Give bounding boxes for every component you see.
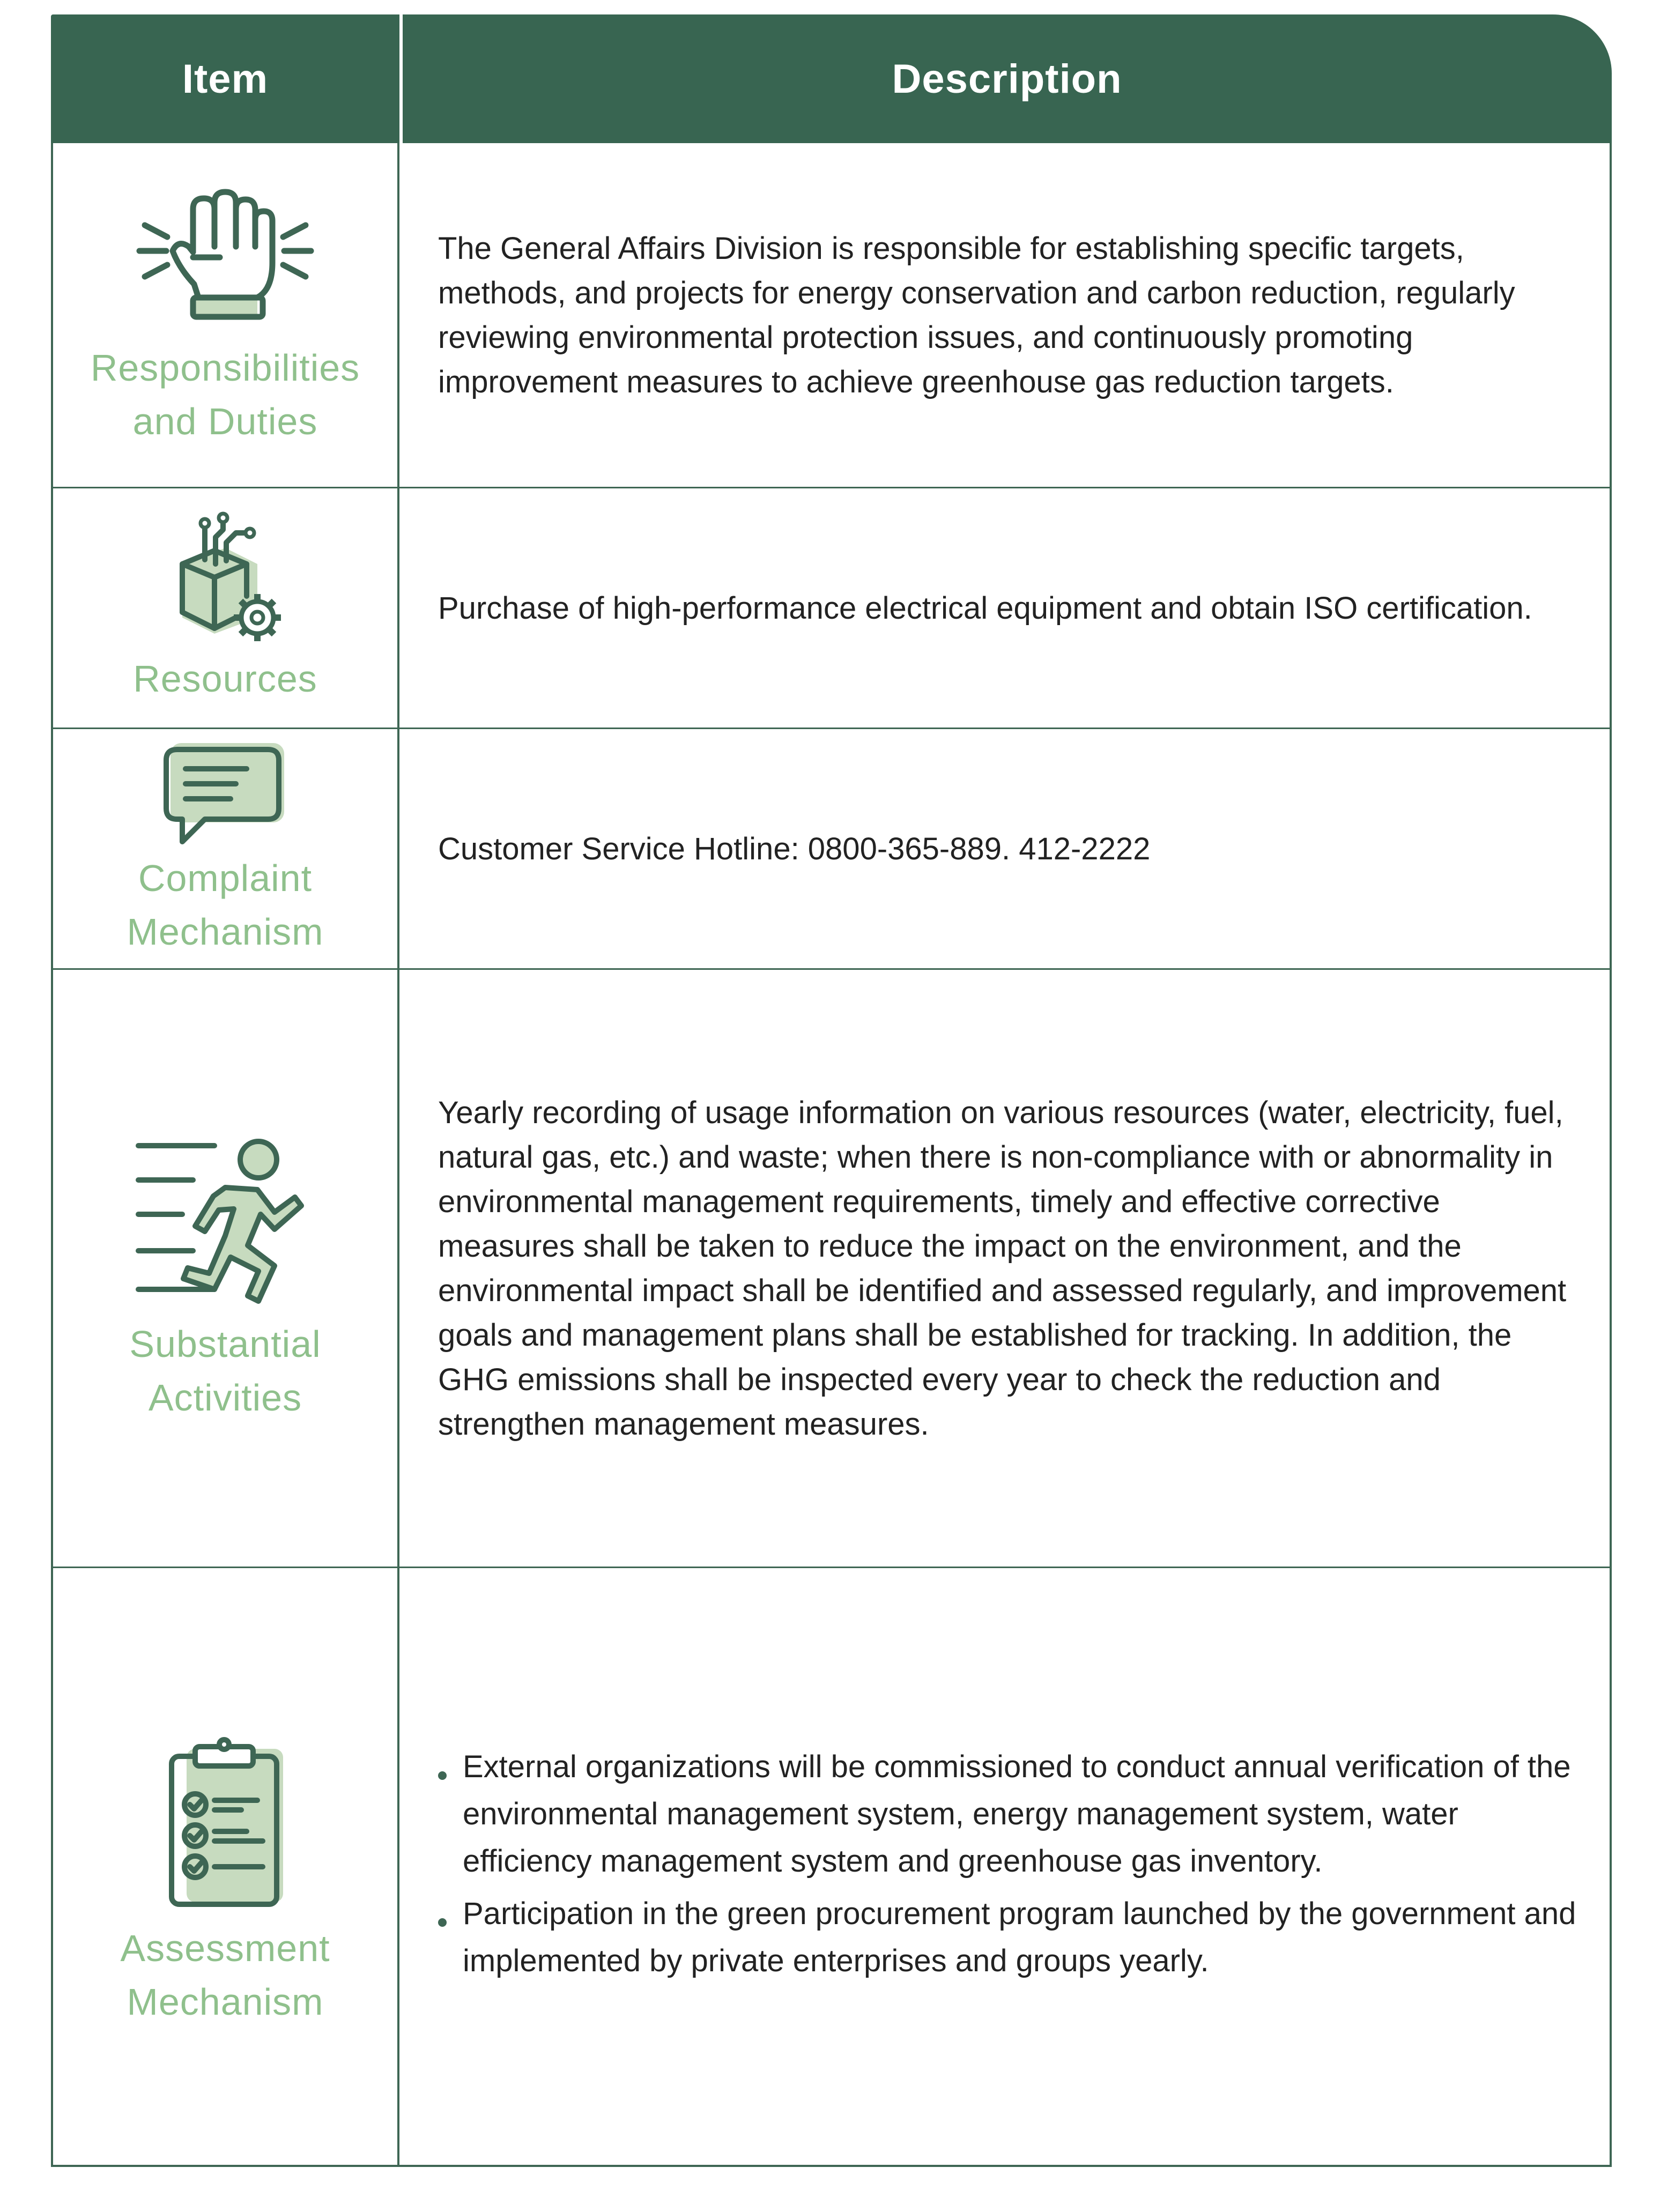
description-bullets [438, 1743, 1577, 1990]
description-text: Yearly recording of usage information on various resources (water, electricity, fuel, natural gas, etc.) and waste; when there is non-compliance with or abnormality in environmental management requirements, timely and effective corrective measures shall be taken to reduce the impact on the environment, and the environmental impact shall be identified and assessed regularly, and improvement goals and management plans shall be established for tracking. In addition, the GHG emissions shall be inspected every year to check the reduction and strengthen management measures. [438, 1095, 1567, 1442]
item-cell [53, 1568, 399, 2165]
table-row [53, 968, 1610, 1567]
header-item: Item [182, 56, 269, 102]
item-label: Responsibilities and Duties [90, 346, 360, 442]
description-text: Purchase of high-performance electrical equipment and obtain ISO certification. [438, 590, 1532, 626]
item-cell [53, 488, 399, 728]
item-label: Complaint Mechanism [127, 857, 324, 953]
header-description: Description [892, 56, 1122, 102]
list-item: External organizations will be commissioned to conduct annual verification of the environmental management system, energy management system, water efficiency management system and greenhouse gas inventory. [438, 1743, 1577, 1885]
raised-fist-icon [129, 188, 322, 332]
description-cell [399, 143, 1610, 487]
chat-bubble-icon [155, 739, 295, 846]
table-row [53, 143, 1610, 487]
governance-table [51, 14, 1612, 2167]
table-row [53, 1567, 1610, 2165]
running-person-icon [134, 1134, 316, 1305]
table-row [53, 728, 1610, 968]
table-body [51, 143, 1612, 2167]
description-cell [399, 970, 1610, 1567]
item-label: Resources [133, 658, 317, 700]
table-header [51, 14, 1612, 143]
item-label: Substantial Activities [129, 1323, 321, 1419]
description-text: Customer Service Hotline: 0800-365-889. 412-2222 [438, 831, 1151, 866]
description-cell [399, 729, 1610, 968]
box-gear-icon [155, 510, 295, 650]
item-label: Assessment Mechanism [120, 1927, 330, 2023]
description-cell [399, 1568, 1610, 2165]
item-cell [53, 970, 399, 1567]
item-cell [53, 729, 399, 968]
description-text: The General Affairs Division is responsible for establishing specific targets, methods, and projects for energy conservation and carbon reduction, regularly reviewing environmental protection issues, and continuously promoting improvement measures to achieve greenhouse gas reduction targets. [438, 231, 1515, 399]
description-cell [399, 488, 1610, 728]
list-item: Participation in the green procurement program launched by the government and implemented by private enterprises and groups yearly. [438, 1890, 1577, 1985]
table-row [53, 487, 1610, 728]
item-cell [53, 143, 399, 487]
clipboard-checklist-icon [161, 1737, 290, 1909]
